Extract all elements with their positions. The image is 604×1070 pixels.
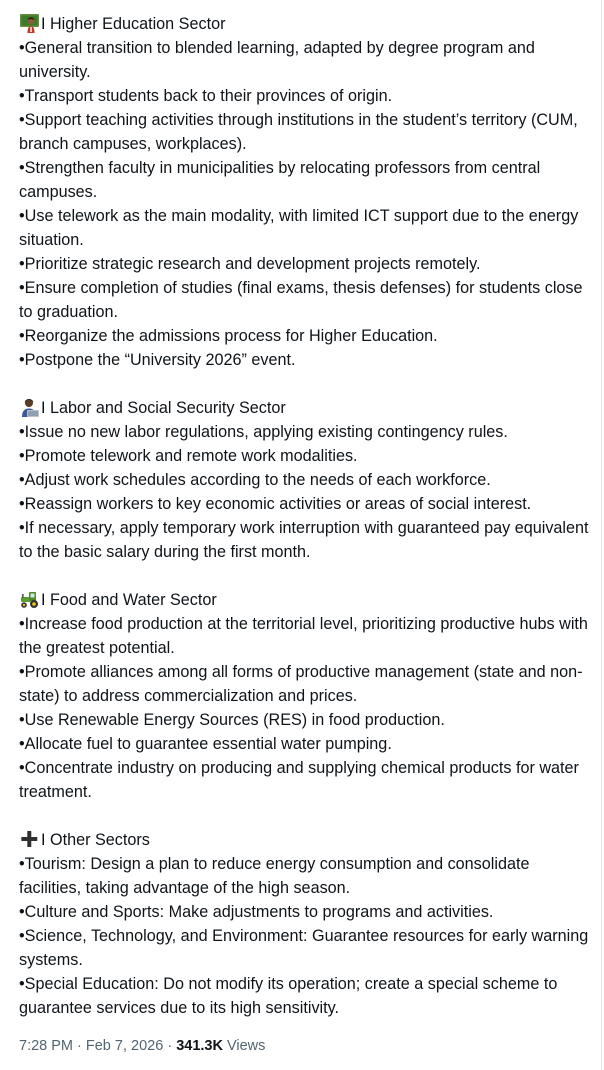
list-item: •Use Renewable Energy Sources (RES) in food production. bbox=[19, 711, 445, 729]
meta-separator: · bbox=[163, 1038, 177, 1054]
section-other-sectors bbox=[19, 828, 593, 1020]
views-count[interactable]: 341.3K bbox=[176, 1038, 223, 1054]
post-metadata bbox=[19, 1038, 265, 1054]
list-item: •Issue no new labor regulations, applying existing contingency rules. bbox=[19, 423, 508, 441]
views-label[interactable]: Views bbox=[226, 1038, 266, 1054]
list-item: •Increase food production at the territorial level, prioritizing productive hubs with the greatest potential. bbox=[19, 615, 588, 657]
plus-icon bbox=[19, 829, 40, 849]
meta-separator: · bbox=[73, 1038, 86, 1054]
list-item: •Reassign workers to key economic activities or areas of social interest. bbox=[19, 495, 532, 513]
list-item: •Allocate fuel to guarantee essential water pumping. bbox=[19, 735, 392, 753]
section-gap bbox=[19, 804, 593, 828]
list-item: •Transport students back to their provinces of origin. bbox=[19, 87, 393, 105]
list-item: •Ensure completion of studies (final exams, thesis defenses) for students close to graduation. bbox=[19, 279, 583, 321]
list-item: •Postpone the “University 2026” event. bbox=[19, 351, 296, 369]
post-date: Feb 7, 2026 bbox=[85, 1038, 164, 1054]
post-text bbox=[19, 12, 593, 1020]
list-item: •Promote telework and remote work modalities. bbox=[19, 447, 358, 465]
list-item: •Prioritize strategic research and development projects remotely. bbox=[19, 255, 481, 273]
section-heading: I Higher Education Sector bbox=[19, 12, 593, 36]
list-item: •If necessary, apply temporary work interruption with guaranteed pay equivalent to the basic salary during the first month. bbox=[19, 519, 589, 561]
teacher-icon bbox=[19, 13, 40, 33]
list-item: •Culture and Sports: Make adjustments to programs and activities. bbox=[19, 903, 494, 921]
list-item: •Use telework as the main modality, with limited ICT support due to the energy situation. bbox=[19, 207, 579, 249]
list-item: •Special Education: Do not modify its operation; create a special scheme to guarantee services due to its high sensitivity. bbox=[19, 975, 558, 1017]
list-item: •Concentrate industry on producing and supplying chemical products for water treatment. bbox=[19, 759, 579, 801]
list-item: •Tourism: Design a plan to reduce energy consumption and consolidate facilities, taking advantage of the high season. bbox=[19, 855, 530, 897]
section-heading: I Food and Water Sector bbox=[19, 588, 593, 612]
section-food-water bbox=[19, 588, 593, 804]
list-item: •Reorganize the admissions process for Higher Education. bbox=[19, 327, 438, 345]
section-heading: I Labor and Social Security Sector bbox=[19, 396, 593, 420]
timestamp-link[interactable] bbox=[19, 1038, 163, 1054]
section-gap bbox=[19, 372, 593, 396]
list-item: •Promote alliances among all forms of productive management (state and non-state) to address commercialization and prices. bbox=[19, 663, 583, 705]
post-time: 7:28 PM bbox=[19, 1038, 73, 1054]
technologist-icon bbox=[19, 397, 40, 417]
tractor-icon bbox=[19, 589, 40, 609]
list-item: •Strengthen faculty in municipalities by relocating professors from central campuses. bbox=[19, 159, 541, 201]
section-heading: I Other Sectors bbox=[19, 828, 593, 852]
section-higher-education bbox=[19, 12, 593, 372]
list-item: •Support teaching activities through institutions in the student’s territory (CUM, branch campuses, workplaces). bbox=[19, 111, 578, 153]
list-item: •Science, Technology, and Environment: Guarantee resources for early warning systems. bbox=[19, 927, 589, 969]
section-gap bbox=[19, 564, 593, 588]
section-labor-social-security bbox=[19, 396, 593, 564]
list-item: •Adjust work schedules according to the needs of each workforce. bbox=[19, 471, 491, 489]
list-item: •General transition to blended learning, adapted by degree program and university. bbox=[19, 39, 535, 81]
